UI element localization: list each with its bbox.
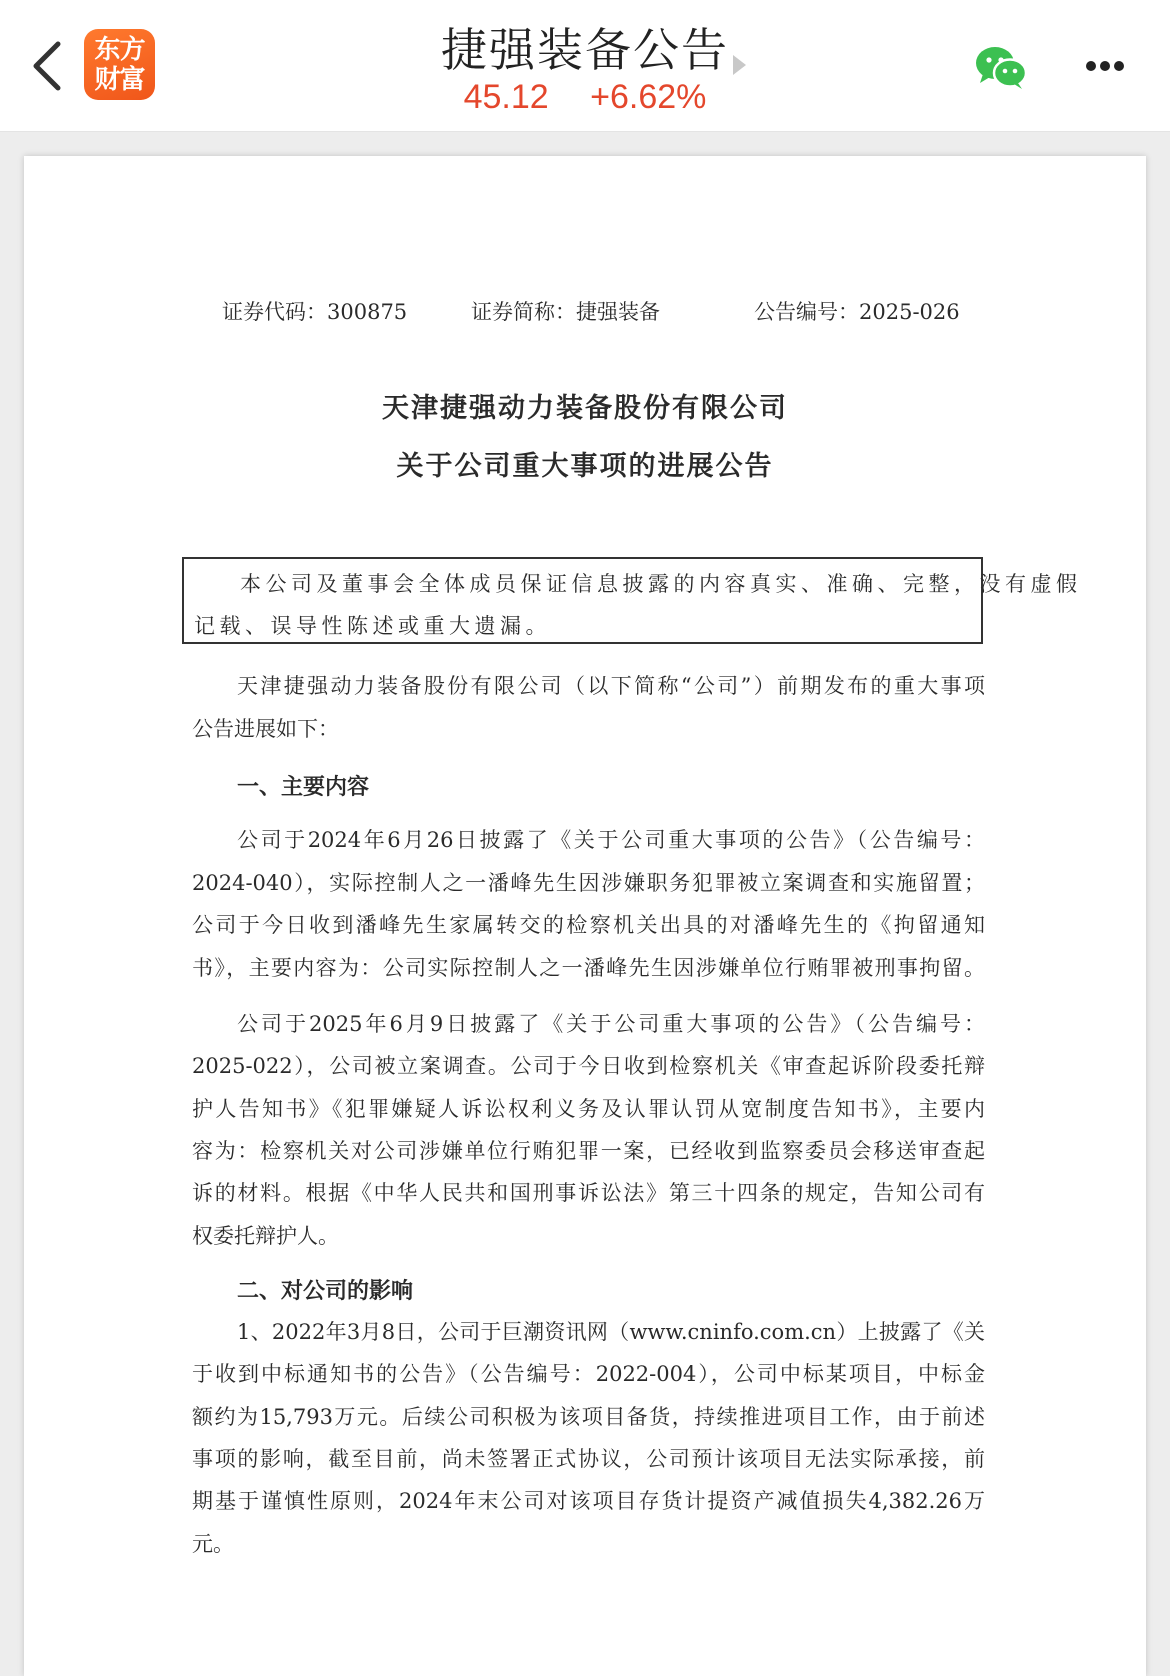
paragraph-line: 期基于谨慎性原则，2024年末公司对该项目存货计提资产减值损失4,382.26万	[192, 1489, 985, 1513]
paragraph-line: 护人告知书》《犯罪嫌疑人诉讼权利义务及认罪认罚从宽制度告知书》，主要内	[192, 1097, 985, 1121]
security-short-name: 证券简称：捷强装备	[471, 300, 660, 324]
page-title[interactable]: 捷强装备公告	[441, 23, 729, 77]
statement-line-2: 记载、误导性陈述或重大遗漏。	[194, 614, 551, 638]
stock-price: 45.12	[463, 78, 549, 116]
paragraph-line: 公司于2024年6月26日披露了《关于公司重大事项的公告》（公告编号：	[237, 828, 985, 852]
paragraph-line: 额约为15,793万元。后续公司积极为该项目备货，持续推进项目工作，由于前述	[192, 1405, 985, 1429]
paragraph-line: 2025-022），公司被立案调查。公司于今日收到检察机关《审查起诉阶段委托辩	[192, 1054, 985, 1078]
paragraph-line: 公司于2025年6月9日披露了《关于公司重大事项的公告》（公告编号：	[237, 1012, 985, 1036]
document-page	[24, 156, 1146, 1676]
section-2-heading: 二、对公司的影响	[237, 1278, 414, 1304]
paragraph-line: 事项的影响，截至目前，尚未签署正式协议，公司预计该项目无法实际承接，前	[192, 1447, 985, 1471]
stock-change: +6.62%	[590, 78, 707, 116]
paragraph-line: 公司于今日收到潘峰先生家属转交的检察机关出具的对潘峰先生的《拘留通知	[192, 913, 985, 937]
paragraph-line: 于收到中标通知书的公告》（公告编号：2022-004），公司中标某项目，中标金	[192, 1362, 985, 1386]
section-1-heading: 一、主要内容	[237, 774, 370, 800]
paragraph-line: 权委托辩护人。	[192, 1224, 339, 1248]
statement-line-1: 本公司及董事会全体成员保证信息披露的内容真实、准确、完整，没有虚假	[240, 572, 1082, 596]
paragraph-line: 容为：检察机关对公司涉嫌单位行贿犯罪一案，已经收到监察委员会移送审查起	[192, 1139, 985, 1163]
paragraph-line: 诉的材料。根据《中华人民共和国刑事诉讼法》第三十四条的规定，告知公司有	[192, 1181, 985, 1205]
caret-right-icon[interactable]	[733, 55, 746, 75]
top-bar	[0, 0, 1170, 132]
security-code: 证券代码：300875	[222, 300, 408, 324]
logo-text-line1: 东方	[94, 34, 145, 65]
intro-line-2: 公告进展如下：	[192, 717, 339, 741]
notice-title: 关于公司重大事项的进展公告	[396, 451, 774, 482]
wechat-icon[interactable]	[974, 44, 1030, 90]
notice-number: 公告编号：2025-026	[754, 300, 960, 324]
logo-text-line2: 财富	[94, 64, 145, 95]
paragraph-line: 书》，主要内容为：公司实际控制人之一潘峰先生因涉嫌单位行贿罪被刑事拘留。	[192, 956, 985, 980]
company-title: 天津捷强动力装备股份有限公司	[382, 393, 788, 424]
paragraph-line: 1、2022年3月8日，公司于巨潮资讯网（www.cninfo.com.cn）上披露了《关	[237, 1320, 985, 1344]
paragraph-line: 元。	[192, 1532, 234, 1556]
paragraph-line: 2024-040），实际控制人之一潘峰先生因涉嫌职务犯罪被立案调查和实施留置；	[192, 871, 985, 895]
more-icon[interactable]	[1080, 46, 1130, 86]
intro-line-1: 天津捷强动力装备股份有限公司（以下简称“公司”）前期发布的重大事项	[237, 674, 985, 698]
